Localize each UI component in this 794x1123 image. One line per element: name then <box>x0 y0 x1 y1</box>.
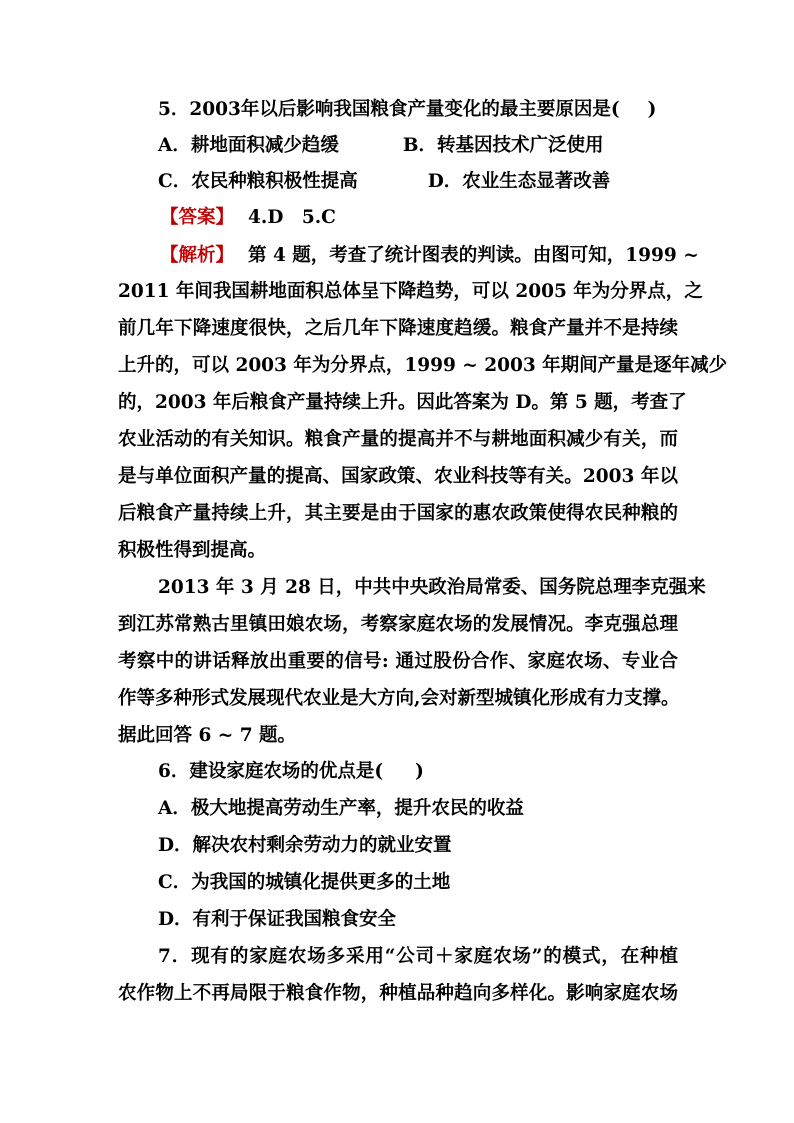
question-6-option: D．解决农村剩余劳动力的就业安置 <box>158 835 452 856</box>
answer-line <box>160 200 336 236</box>
option-c: C．农民种粮积极性提高 <box>158 171 358 192</box>
question-5-options-row-2 <box>158 164 610 200</box>
analysis-tag: 【解析】 <box>160 245 235 266</box>
question-6-option: A．极大地提高劳动生产率，提升农民的收益 <box>158 798 524 819</box>
analysis-first-line: 【解析】 第 4 题，考查了统计图表的判读。由图可知，1999 ~ <box>160 245 699 266</box>
analysis-line: 后粮食产量持续上升，其主要是由于国家的惠农政策使得农民种粮的 <box>118 503 678 524</box>
analysis-line: 2011 年间我国耕地面积总体呈下降趋势，可以 2005 年为分界点，之 <box>118 281 703 302</box>
material-line: 2013 年 3 月 28 日，中共中央政治局常委、国务院总理李克强来 <box>158 577 706 598</box>
question-5-options-row-1 <box>158 128 604 164</box>
question-6-option: D．有利于保证我国粮食安全 <box>158 909 397 930</box>
material-line: 作等多种形式发展现代农业是大方向,会对新型城镇化形成有力支撑。 <box>118 688 680 709</box>
analysis-line: 上升的，可以 2003 年为分界点，1999 ~ 2003 年期间产量是逐年减少 <box>118 355 728 376</box>
answer-text: 4.D 5.C <box>248 207 336 228</box>
analysis-line: 前几年下降速度很快，之后几年下降速度趋缓。粮食产量并不是持续 <box>118 318 678 339</box>
analysis-line: 农业活动的有关知识。粮食产量的提高并不与耕地面积减少有关，而 <box>118 429 678 450</box>
material-line: 据此回答 6 ~ 7 题。 <box>118 725 297 746</box>
option-b: B．转基因技术广泛使用 <box>402 135 604 156</box>
option-d: D．农业生态显著改善 <box>427 171 611 192</box>
question-6-stem: 6．建设家庭农场的优点是( ) <box>158 761 424 782</box>
question-7-line: 7．现有的家庭农场多采用“公司＋家庭农场”的模式，在种植 <box>158 946 678 967</box>
answer-tag: 【答案】 <box>160 207 235 228</box>
analysis-line: 积极性得到提高。 <box>118 540 267 561</box>
analysis-line: 的，2003 年后粮食产量持续上升。因此答案为 D。第 5 题，考查了 <box>118 392 687 413</box>
material-line: 考察中的讲话释放出重要的信号: 通过股份合作、家庭农场、专业合 <box>118 651 678 672</box>
option-a: A．耕地面积减少趋缓 <box>158 135 339 156</box>
material-line: 到江苏常熟古里镇田娘农场，考察家庭农场的发展情况。李克强总理 <box>118 614 678 635</box>
analysis-line: 是与单位面积产量的提高、国家政策、农业科技等有关。2003 年以 <box>118 466 678 487</box>
question-7-line: 农作物上不再局限于粮食作物，种植品种趋向多样化。影响家庭农场 <box>118 983 678 1004</box>
question-6-option: C．为我国的城镇化提供更多的土地 <box>158 872 451 893</box>
question-5-stem: 5．2003年以后影响我国粮食产量变化的最主要原因是( ) <box>158 99 657 120</box>
